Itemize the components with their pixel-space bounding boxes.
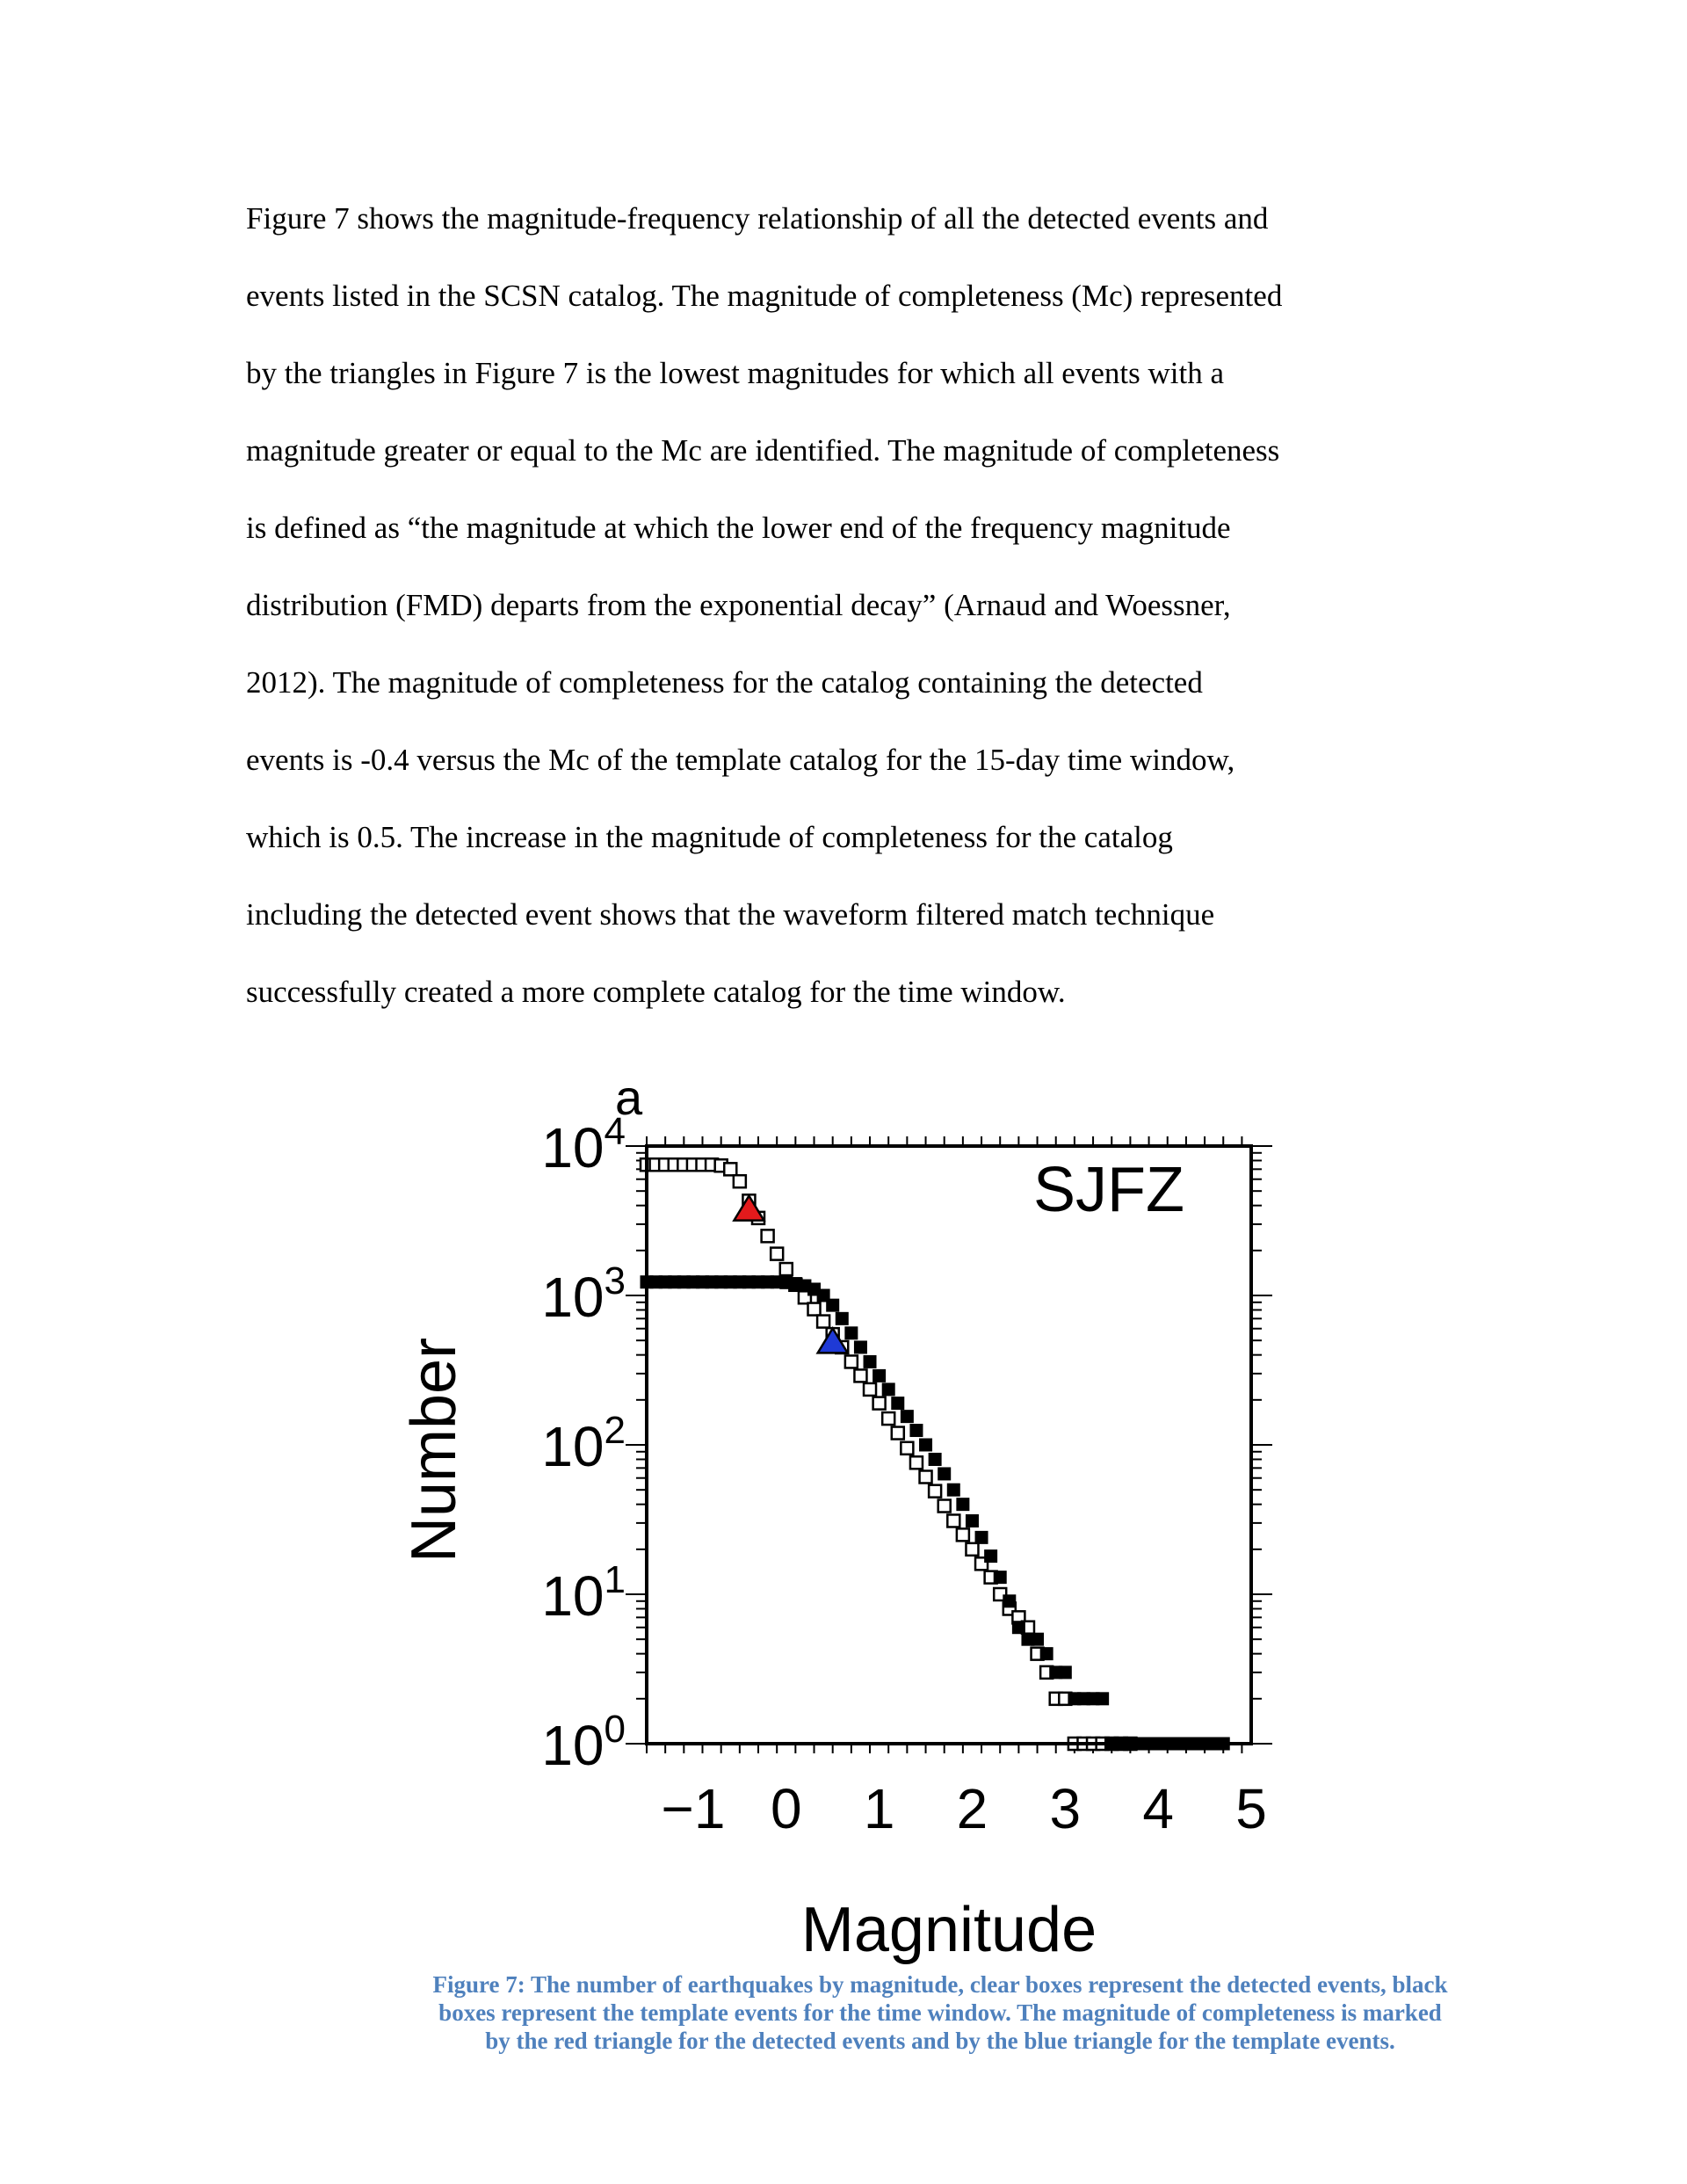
paragraph-line: including the detected event shows that the waveform filtered match technique [246, 897, 1215, 932]
filled-square-point [1097, 1693, 1109, 1705]
filled-square-point [836, 1312, 848, 1324]
x-tick-label: 3 [1049, 1777, 1082, 1840]
plot-frame [647, 1146, 1251, 1744]
filled-square-point [929, 1453, 941, 1465]
open-square-point [920, 1470, 932, 1483]
x-tick-label: 1 [863, 1777, 895, 1840]
panel-label: a [615, 1070, 643, 1125]
detected-events-series [641, 1158, 1136, 1750]
filled-square-point [957, 1498, 969, 1511]
x-tick-label: 5 [1235, 1777, 1267, 1840]
open-square-point [938, 1500, 951, 1513]
open-square-point [854, 1369, 866, 1382]
paragraph-line: by the triangles in Figure 7 is the lowest magnitudes for which all events with a [246, 356, 1224, 390]
filled-square-point [892, 1397, 904, 1410]
filled-square-point [938, 1468, 951, 1480]
filled-square-point [873, 1369, 886, 1382]
y-tick-label: $10^2$ [541, 1409, 626, 1478]
paragraph-line: events is -0.4 versus the Mc of the template catalog for the 15-day time window, [246, 743, 1235, 777]
open-square-point [957, 1528, 969, 1541]
paragraph-line: which is 0.5. The increase in the magnitude of completeness for the catalog [246, 820, 1173, 854]
region-label: SJFZ [1033, 1155, 1184, 1225]
filled-square-point [1040, 1648, 1053, 1660]
filled-square-point [947, 1484, 959, 1496]
filled-square-point [985, 1550, 997, 1563]
open-square-point [724, 1163, 736, 1175]
filled-square-point [1059, 1666, 1071, 1679]
open-square-point [817, 1316, 829, 1328]
open-square-point [873, 1397, 886, 1410]
open-square-point [780, 1263, 793, 1275]
filled-square-point [845, 1327, 858, 1339]
paragraph-line: magnitude greater or equal to the Mc are identified. The magnitude of completeness [246, 433, 1280, 468]
open-square-point [892, 1427, 904, 1440]
filled-square-point [1032, 1633, 1044, 1645]
open-square-point [882, 1412, 894, 1425]
x-tick-label: 0 [770, 1777, 802, 1840]
y-tick-label: $10^3$ [541, 1259, 626, 1329]
filled-square-point [975, 1531, 988, 1543]
paragraph-line: 2012). The magnitude of completeness for the catalog containing the detected [246, 665, 1203, 700]
filled-square-point [854, 1341, 866, 1353]
open-square-point [762, 1230, 774, 1242]
open-square-point [864, 1383, 876, 1396]
y-tick-label: $10^0$ [541, 1708, 626, 1777]
template-events-series [641, 1276, 1229, 1750]
open-square-point [808, 1303, 821, 1316]
x-tick-label: 2 [956, 1777, 988, 1840]
filled-square-point [1003, 1595, 1016, 1607]
filled-square-point [966, 1514, 978, 1527]
open-square-point [845, 1355, 858, 1368]
caption-line: by the red triangle for the detected events and by the blue triangle for the template events. [485, 2028, 1395, 2054]
y-tick-label: $10^4$ [541, 1110, 626, 1179]
caption-line: boxes represent the template events for the time window. The magnitude of completeness is marked [438, 1999, 1442, 2026]
mc-triangle-marker [734, 1196, 764, 1221]
filled-square-point [882, 1383, 894, 1396]
open-square-point [966, 1543, 978, 1556]
filled-square-point [920, 1439, 932, 1451]
open-square-point [771, 1248, 783, 1260]
paragraph-line: Figure 7 shows the magnitude-frequency relationship of all the detected events and [246, 201, 1269, 236]
caption-line: Figure 7: The number of earthquakes by magnitude, clear boxes represent the detected events, black [432, 1971, 1448, 1998]
axis-ticks [626, 1136, 1272, 1753]
paragraph-line: is defined as “the magnitude at which the lower end of the frequency magnitude [246, 511, 1231, 545]
x-tick-label: 4 [1142, 1777, 1174, 1840]
x-axis-label: Magnitude [800, 1895, 1097, 1965]
y-tick-label: $10^1$ [541, 1558, 626, 1628]
open-square-point [734, 1175, 746, 1187]
x-tick-label: −1 [661, 1777, 726, 1840]
open-square-point [929, 1485, 941, 1498]
filled-square-point [827, 1299, 839, 1311]
filled-square-point [910, 1425, 923, 1437]
paragraph-line: events listed in the SCSN catalog. The magnitude of completeness (Mc) represented [246, 279, 1283, 313]
paragraph-line: successfully created a more complete catalog for the time window. [246, 975, 1066, 1009]
open-square-point [947, 1514, 959, 1527]
y-axis-label: Number [399, 1337, 469, 1564]
filled-square-point [901, 1411, 913, 1423]
filled-square-point [1012, 1622, 1025, 1634]
paragraph-line: distribution (FMD) departs from the exponential decay” (Arnaud and Woessner, [246, 588, 1231, 622]
figure-caption [264, 1970, 1617, 2055]
filled-square-point [994, 1571, 1006, 1584]
open-square-point [910, 1456, 923, 1469]
open-square-point [901, 1442, 913, 1455]
filled-square-point [864, 1355, 876, 1368]
